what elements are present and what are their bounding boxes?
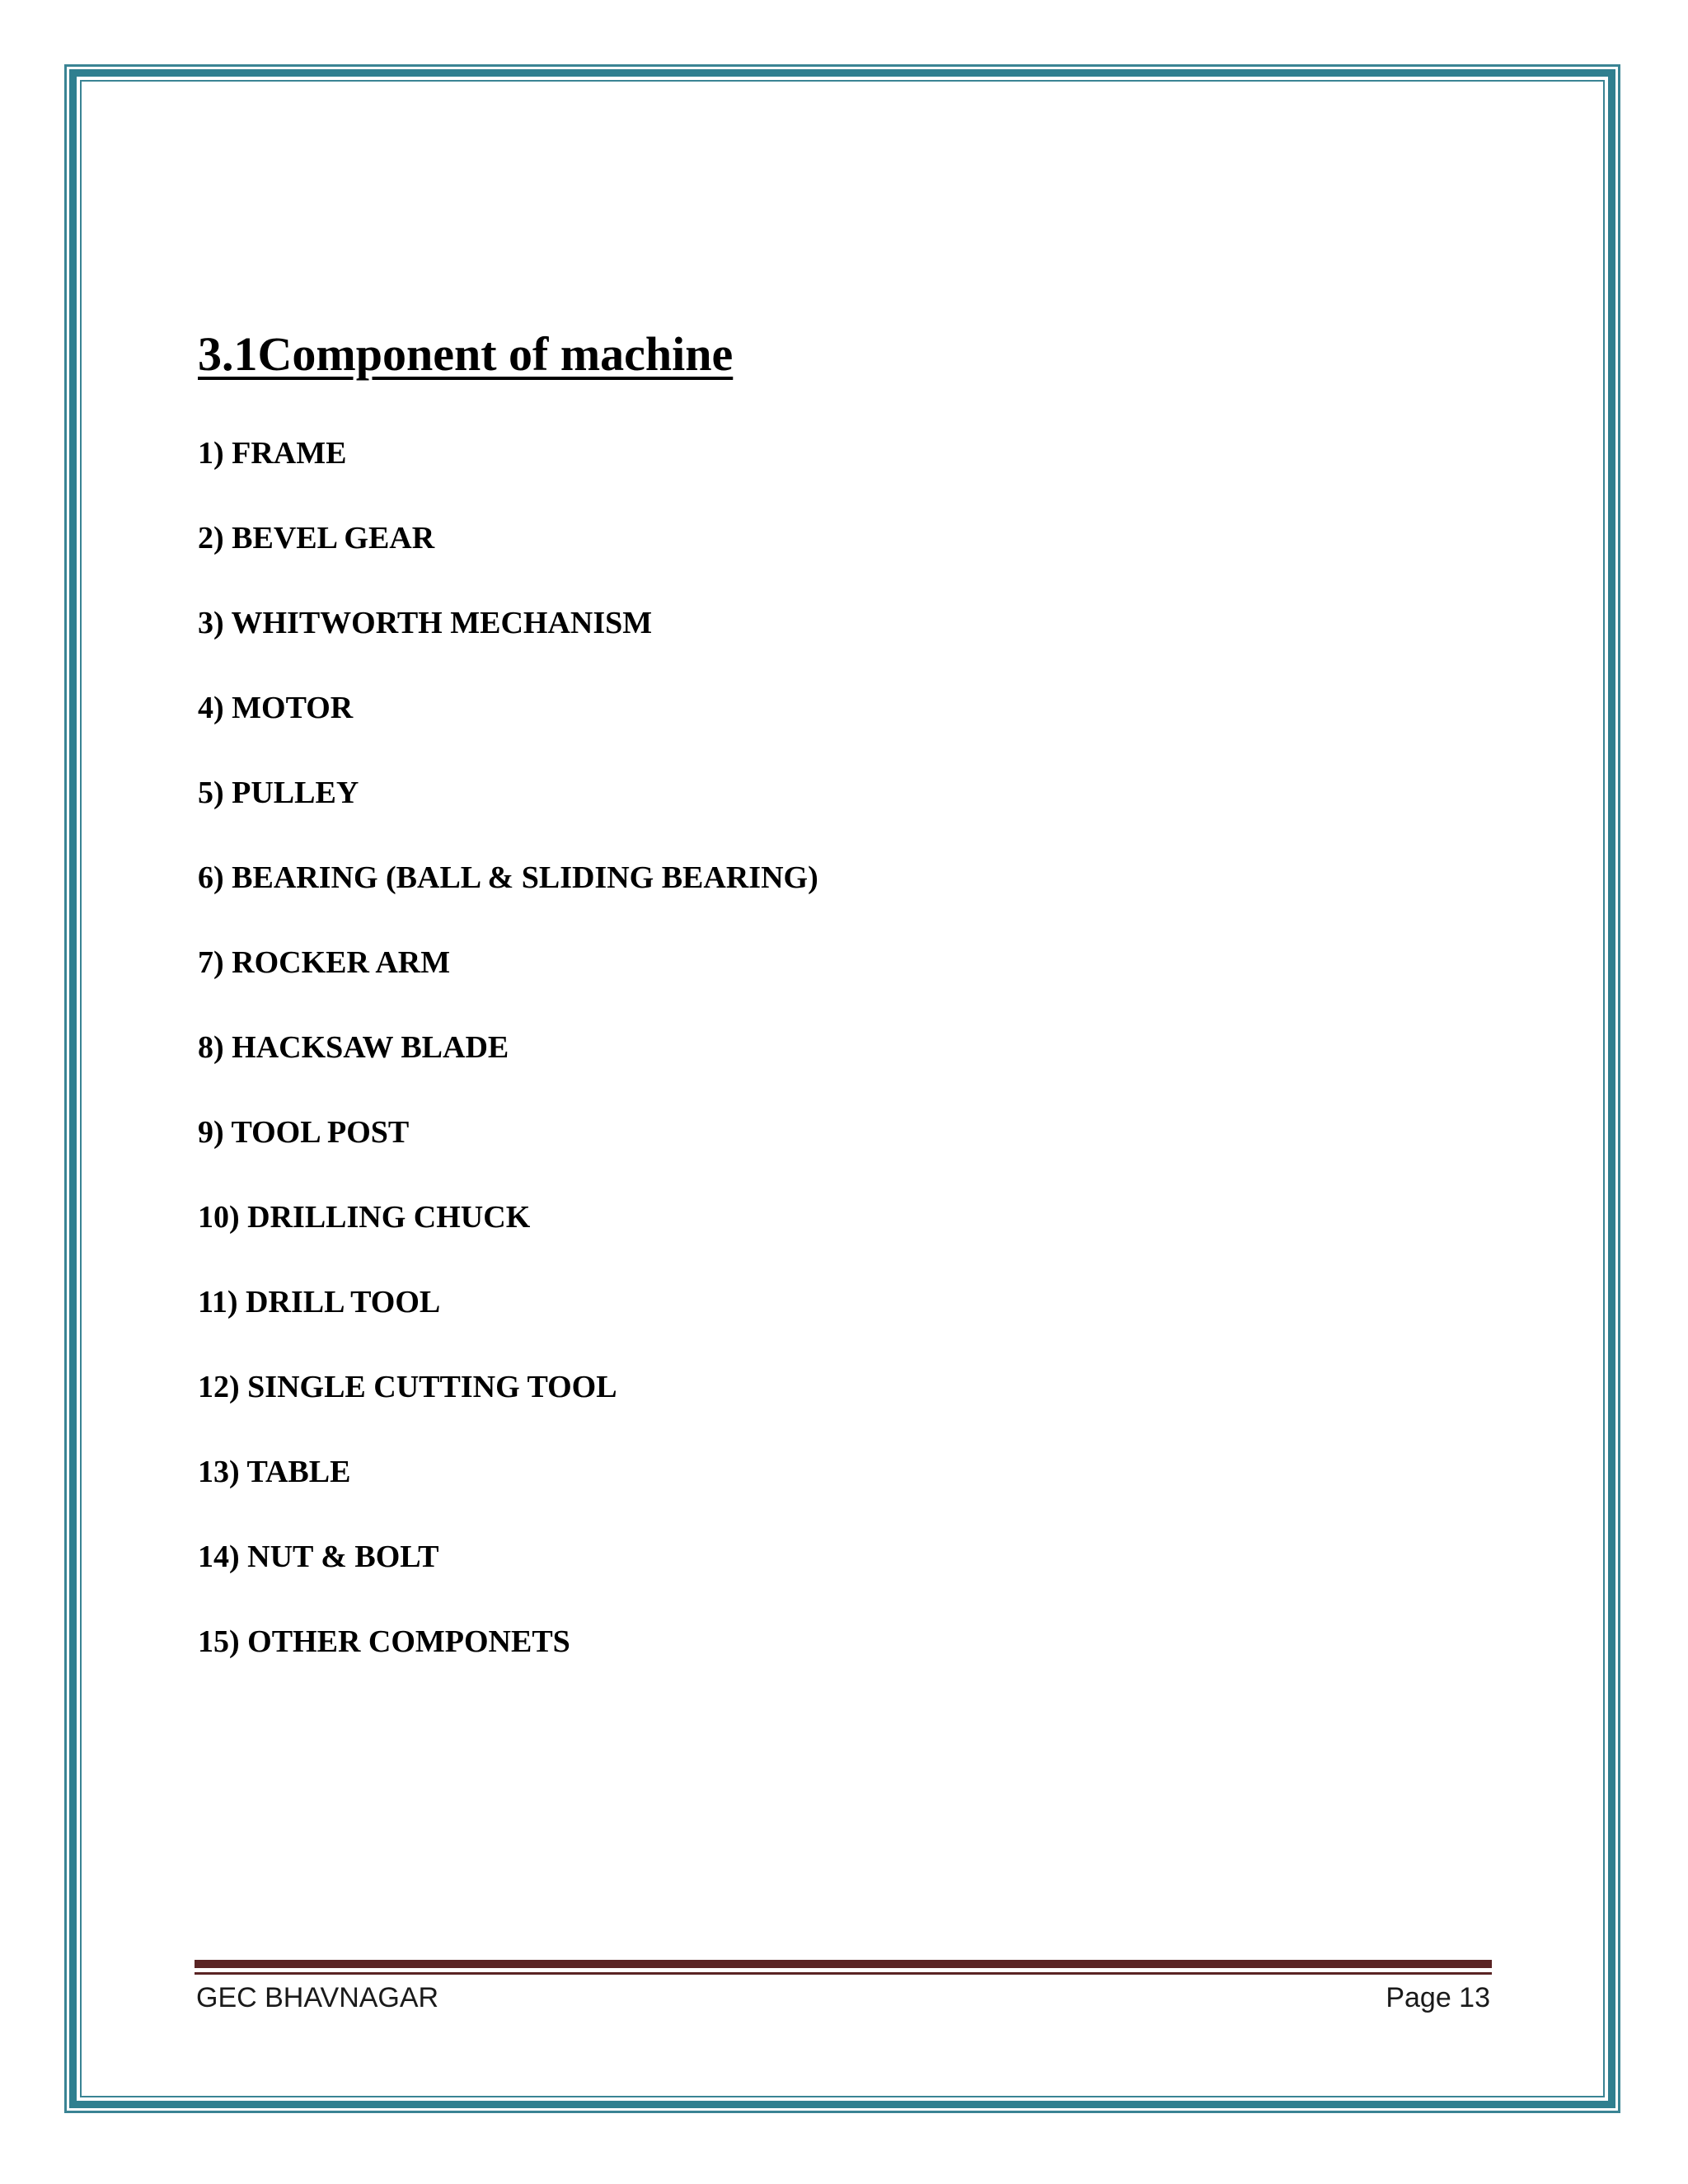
component-item: 13) TABLE (198, 1455, 351, 1489)
component-item: 9) TOOL POST (198, 1115, 410, 1150)
component-list (198, 429, 818, 1702)
component-item: 2) BEVEL GEAR (198, 521, 435, 555)
component-item: 12) SINGLE CUTTING TOOL (198, 1370, 617, 1404)
component-item: 6) BEARING (BALL & SLIDING BEARING) (198, 860, 818, 895)
footer-institution: GEC BHAVNAGAR (196, 1982, 439, 2013)
footer-page-number: Page 13 (1386, 1982, 1490, 2013)
component-item: 14) NUT & BOLT (198, 1540, 439, 1574)
component-item: 7) ROCKER ARM (198, 945, 451, 980)
component-item: 15) OTHER COMPONETS (198, 1624, 570, 1659)
component-item: 1) FRAME (198, 436, 347, 471)
component-item: 10) DRILLING CHUCK (198, 1200, 531, 1235)
section-heading: 3.1Component of machine (198, 327, 734, 381)
component-item: 5) PULLEY (198, 776, 359, 810)
component-item: 11) DRILL TOOL (198, 1285, 441, 1319)
component-item: 4) MOTOR (198, 691, 354, 725)
footer-rule (195, 1960, 1492, 1968)
component-item: 8) HACKSAW BLADE (198, 1030, 509, 1065)
component-item: 3) WHITWORTH MECHANISM (198, 606, 653, 640)
